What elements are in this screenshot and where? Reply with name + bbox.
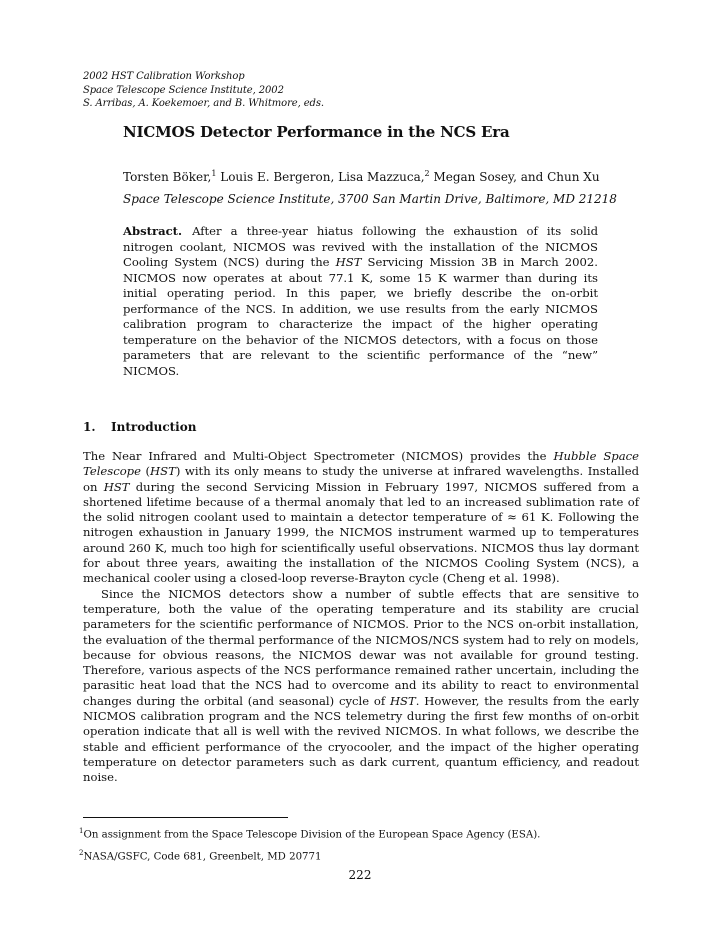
affiliation: Space Telescope Science Institute, 3700 San Martin Drive, Baltimore, MD 21218 <box>123 192 617 206</box>
paragraph-text: during the second Servicing Mission in February 1997, NICMOS suffered from a shortened lifetime because of a thermal anomaly that led to an increased sublimation rate of the solid nitrogen coolant used to maintain a detector temperature of ≈ 61 K. Following the nitrogen exhaustion in January 1999, the NICMOS instrument warmed up to temperatures around 260 K, much too high for scientifically useful observations. NICMOS thus lay dormant for about three years, awaiting the installation of the NICMOS Cooling System (NCS), a mechanical cooler using a closed-loop reverse-Brayton cycle (Cheng et al. 1998). <box>83 479 640 586</box>
header-line-institute: Space Telescope Science Institute, 2002 <box>83 84 284 96</box>
body-text <box>83 449 639 786</box>
abstract-label: Abstract. <box>123 224 183 238</box>
paragraph <box>83 587 639 786</box>
paragraph <box>83 449 639 587</box>
author-list <box>123 169 600 184</box>
footnote-text: On assignment from the Space Telescope Division of the European Space Agency (ESA). <box>83 829 541 841</box>
footnote-text: NASA/GSFC, Code 681, Greenbelt, MD 20771 <box>83 851 322 863</box>
header-line-workshop: 2002 HST Calibration Workshop <box>83 71 245 82</box>
proceedings-header <box>83 70 324 111</box>
author-group-end: Megan Sosey, and Chun Xu <box>429 170 600 184</box>
footnote-rule <box>83 817 288 818</box>
abstract <box>123 224 598 379</box>
italic-term: HST <box>150 464 176 479</box>
italic-term: HST <box>103 479 130 494</box>
abstract-hst: HST <box>335 255 362 269</box>
abstract-text-cont: Servicing Mission 3B in March 2002. NICMOS now operates at about 77.1 K, some 15 K warmer than during its initial operating period. In this paper, we briefly describe the on-orbit performance of the NCS. In addition, we use results from the early NICMOS calibration program to characterize the impact of the higher operating temperature on the behavior of the NICMOS detectors, with a focus on those parameters that are relevant to the scientific performance of the “new” NICMOS. <box>123 255 598 378</box>
footnote-1 <box>79 827 540 840</box>
section-title: Introduction <box>111 420 197 434</box>
paper-title: NICMOS Detector Performance in the NCS Era <box>123 123 510 141</box>
paragraph-text: Since the NICMOS detectors show a number of subtle effects that are sensitive to temperature, both the value of the operating temperature and its stability are crucial parameters for the scientific performance of NICMOS. Prior to the NCS on-orbit installation, the evaluation of the thermal performance of the NICMOS/NCS system had to rely on models, because for obvious reasons, the NICMOS dewar was not available for ground testing. Therefore, various aspects of the NCS performance remained rather uncertain, including the parasitic heat load that the NCS had to overcome and its ability to react to environmental changes during the orbital (and seasonal) cycle of <box>83 586 639 708</box>
paragraph-text: ) with its only means to study the universe at infrared wavelengths. Installed on <box>83 464 639 494</box>
author-footnote-mark-1: 1 <box>211 169 217 178</box>
footnote-mark: 2 <box>79 849 84 857</box>
header-line-editors: S. Arribas, A. Koekemoer, and B. Whitmore, eds. <box>83 98 324 109</box>
abstract-text: After a three-year hiatus following the exhaustion of its solid nitrogen coolant, NICMOS was revived with the installation of the NICMOS Cooling System (NCS) during the <box>123 224 598 269</box>
author-footnote-mark-2: 2 <box>424 169 430 178</box>
italic-term: HST <box>389 693 416 708</box>
page-number: 222 <box>348 868 372 882</box>
paragraph-text: ( <box>140 464 151 479</box>
paragraph-text: The Near Infrared and Multi-Object Spectrometer (NICMOS) provides the <box>83 449 554 463</box>
paragraph-text: . However, the results from the early NICMOS calibration program and the NCS telemetry during the first few months of on-orbit operation indicate that all is well with the revived NICMOS. In what follows, we describe the stable and efficient performance of the cryocooler, and the impact of the higher operating temperature on detector parameters such as dark current, quantum efficiency, and readout noise. <box>83 693 639 785</box>
footnote-2 <box>79 849 322 862</box>
section-number: 1. <box>83 420 96 434</box>
author-group: Louis E. Bergeron, Lisa Mazzuca, <box>216 170 425 184</box>
italic-term: Hubble Space Telescope <box>83 449 639 479</box>
section-heading <box>83 420 196 434</box>
author-boker: Torsten Böker, <box>123 170 212 184</box>
footnote-mark: 1 <box>79 827 84 835</box>
